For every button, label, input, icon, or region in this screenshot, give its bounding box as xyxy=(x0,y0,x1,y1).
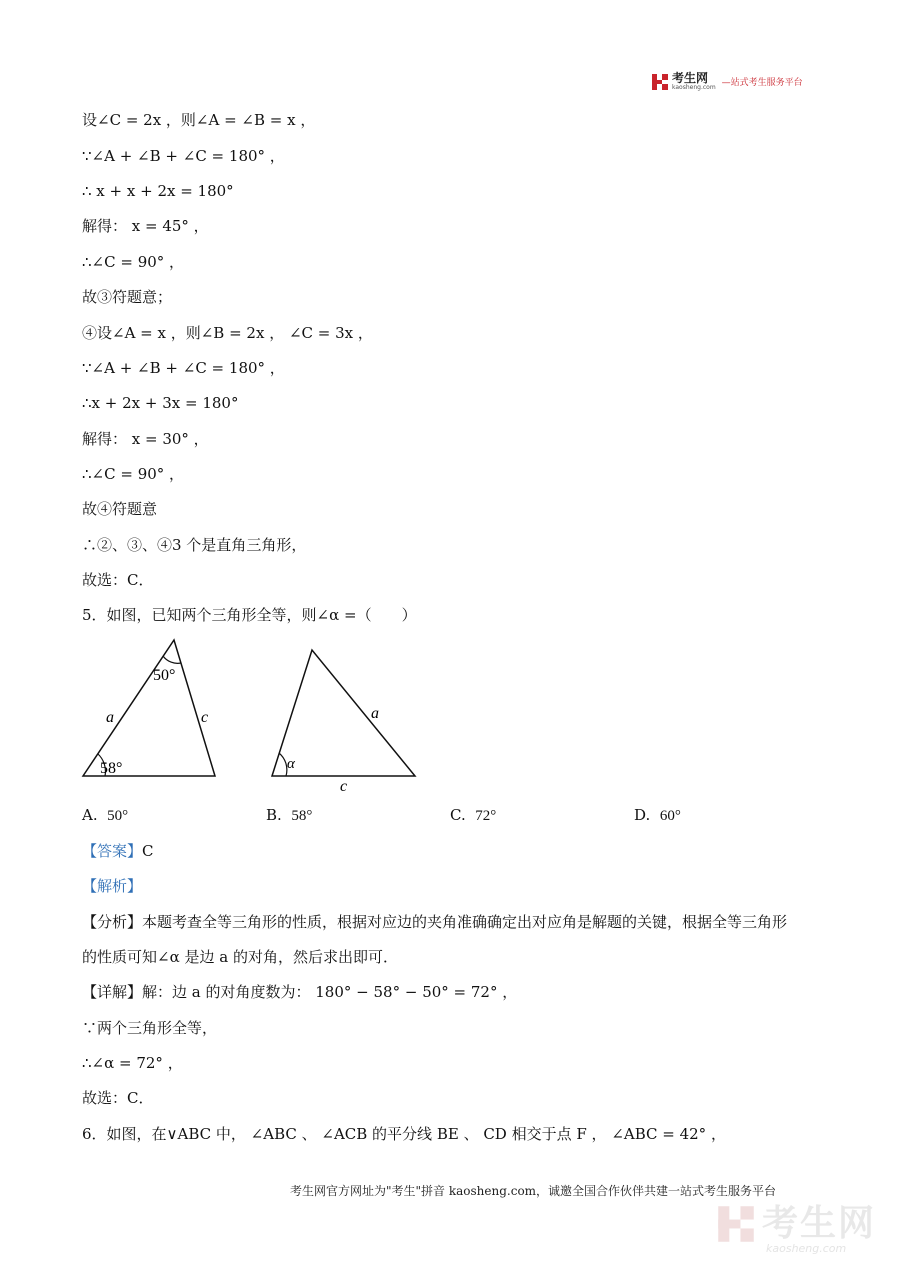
text-line: 解得： x = 30° ， xyxy=(82,430,209,448)
page-footer: 考生网官方网址为"考生"拼音 kaosheng.com，诚邀全国合作伙伴共建一站式考生服务平台 xyxy=(290,1184,777,1198)
watermark-url: kaosheng.com xyxy=(766,1242,847,1255)
detail-line: 【详解】解：边 a 的对角度数为： 180° − 58° − 50° = 72° ， xyxy=(82,983,518,1001)
analysis-heading: 【解析】 xyxy=(82,877,143,895)
text-line: ∵∠A + ∠B + ∠C = 180° ， xyxy=(82,147,285,165)
text-line: 设∠C = 2x ，则∠A = ∠B = x ， xyxy=(82,111,316,129)
brand-url: kaosheng.com xyxy=(672,84,716,91)
option-c[interactable]: C. 72° xyxy=(450,806,497,824)
text-line: ④设∠A = x ，则∠B = 2x ， ∠C = 3x ， xyxy=(82,324,373,342)
option-d[interactable]: D. 60° xyxy=(634,806,681,824)
detail-step: ∵两个三角形全等， xyxy=(82,1019,218,1037)
text-line: ∴②、③、④3 个是直角三角形， xyxy=(82,536,307,554)
tri1-angle-left: 58° xyxy=(100,760,123,777)
tri1-side-c: c xyxy=(201,709,209,726)
answer-line xyxy=(82,841,154,861)
analysis-line: 【分析】本题考查全等三角形的性质，根据对应边的夹角准确确定出对应角是解题的关键，根据全等三角形 xyxy=(82,913,788,931)
triangle-1 xyxy=(83,640,215,777)
answer-value: C xyxy=(142,842,154,860)
detail-step: 故选：C． xyxy=(82,1089,154,1107)
tri2-side-c: c xyxy=(340,778,348,795)
text-line: 故③符题意； xyxy=(82,288,173,306)
analysis-line: 的性质可知∠α 是边 a 的对角，然后求出即可． xyxy=(82,948,398,966)
fenxi-label: 【分析】 xyxy=(82,913,143,931)
answer-options xyxy=(82,805,842,825)
text-line: ∴x + 2x + 3x = 180° xyxy=(82,394,239,412)
header-logo xyxy=(651,72,803,91)
text-line: ∴∠C = 90° ， xyxy=(82,253,185,271)
option-a[interactable]: A. 50° xyxy=(82,806,129,824)
brand-name: 考生网 xyxy=(672,71,709,85)
question-5: 5．如图，已知两个三角形全等，则∠α =（ ） xyxy=(82,606,417,624)
tri1-side-a: a xyxy=(106,709,114,726)
question-6: 6．如图，在∨ABC 中， ∠ABC 、 ∠ACB 的平分线 BE 、 CD 相交于点 F ， ∠ABC = 42° ， xyxy=(82,1125,726,1143)
tri2-angle-alpha: α xyxy=(287,756,295,772)
text-line: 故选：C． xyxy=(82,571,154,589)
watermark-text: 考生网 xyxy=(762,1203,877,1244)
text-line: ∴ x + x + 2x = 180° xyxy=(82,182,234,200)
watermark-logo-icon xyxy=(716,1204,756,1244)
text-line: 故④符题意 xyxy=(82,500,158,518)
xiangjie-label: 【详解】 xyxy=(82,983,143,1001)
brand-slogan: —站式考生服务平台 xyxy=(721,78,803,88)
watermark xyxy=(716,1203,877,1255)
option-b[interactable]: B. 58° xyxy=(266,806,313,824)
answer-label: 【答案】 xyxy=(82,842,143,860)
text-line: ∵∠A + ∠B + ∠C = 180° ， xyxy=(82,359,285,377)
detail-step: ∴∠α = 72° ， xyxy=(82,1054,183,1072)
tri1-angle-top: 50° xyxy=(153,667,176,684)
text-line: ∴∠C = 90° ， xyxy=(82,465,185,483)
brand-logo-icon xyxy=(651,73,669,91)
text-line: 解得： x = 45° ， xyxy=(82,217,209,235)
congruent-triangles-figure xyxy=(75,630,435,798)
tri2-side-a: a xyxy=(371,705,379,722)
triangle-2 xyxy=(272,650,415,795)
